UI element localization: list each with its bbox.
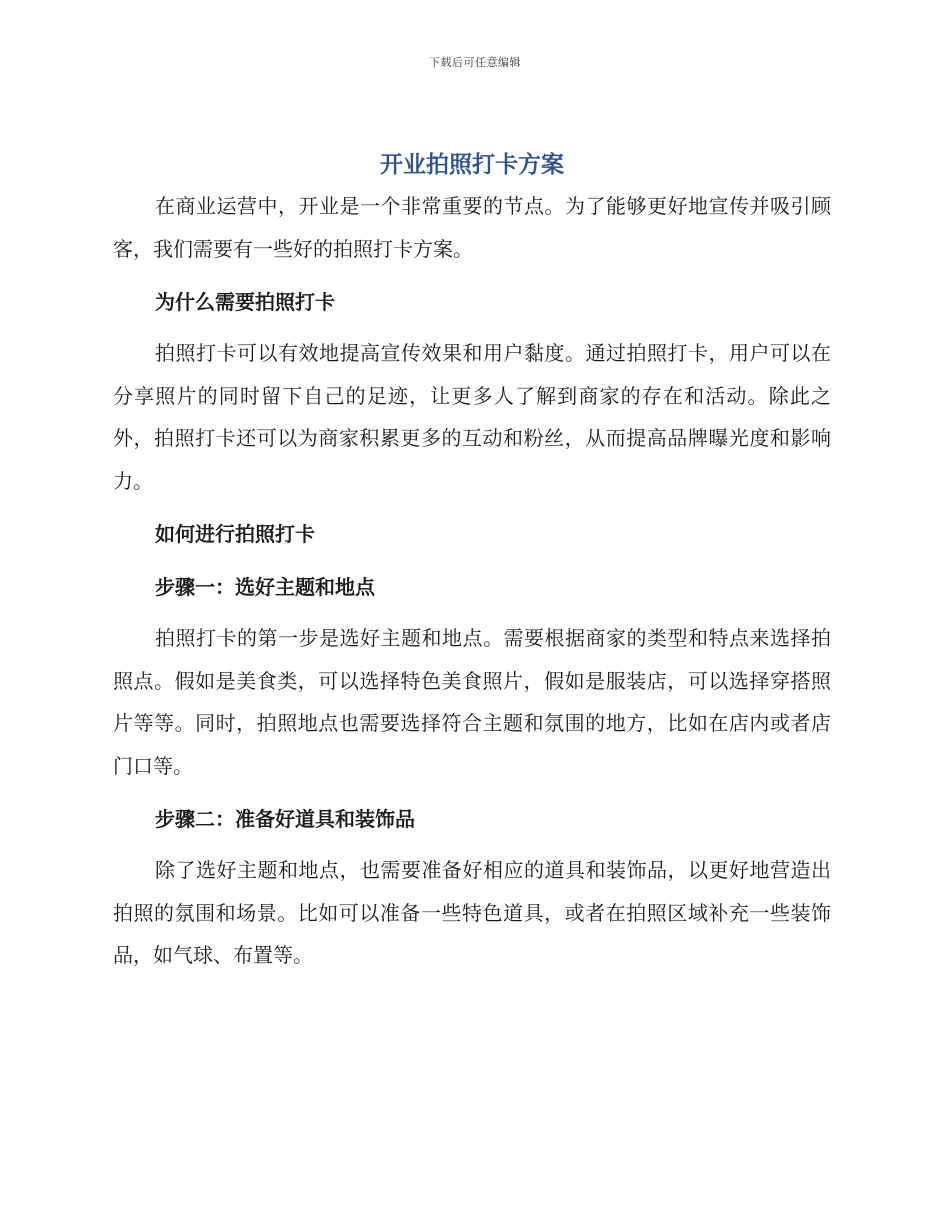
section-heading-how: 如何进行拍照打卡 <box>155 522 315 546</box>
step-paragraph-1: 拍照打卡的第一步是选好主题和地点。需要根据商家的类型和特点来选择拍照点。假如是美食类，可以选择特色美食照片，假如是服装店，可以选择穿搭照片等等。同时，拍照地点也需要选择符合主题和氛围的地方，比如在店内或者店门口等。 <box>113 626 831 778</box>
intro-paragraph: 在商业运营中，开业是一个非常重要的节点。为了能够更好地宣传并吸引顾客，我们需要有一些好的拍照打卡方案。 <box>113 194 831 261</box>
document-content <box>113 145 831 977</box>
header-note: 下载后可任意编辑 <box>429 56 521 69</box>
page-title: 开业拍照打卡方案 <box>380 152 564 178</box>
section-paragraph-why: 拍照打卡可以有效地提高宣传效果和用户黏度。通过拍照打卡，用户可以在分享照片的同时留下自己的足迹，让更多人了解到商家的存在和活动。除此之外，拍照打卡还可以为商家积累更多的互动和粉丝，从而提高品牌曝光度和影响力。 <box>113 341 831 493</box>
step-paragraph-2: 除了选好主题和地点，也需要准备好相应的道具和装饰品，以更好地营造出拍照的氛围和场景。比如可以准备一些特色道具，或者在拍照区域补充一些装饰品，如气球、布置等。 <box>113 858 831 967</box>
step-heading-1: 步骤一：选好主题和地点 <box>155 575 375 599</box>
step-heading-2: 步骤二：准备好道具和装饰品 <box>155 807 415 831</box>
section-heading-why: 为什么需要拍照打卡 <box>155 290 335 314</box>
